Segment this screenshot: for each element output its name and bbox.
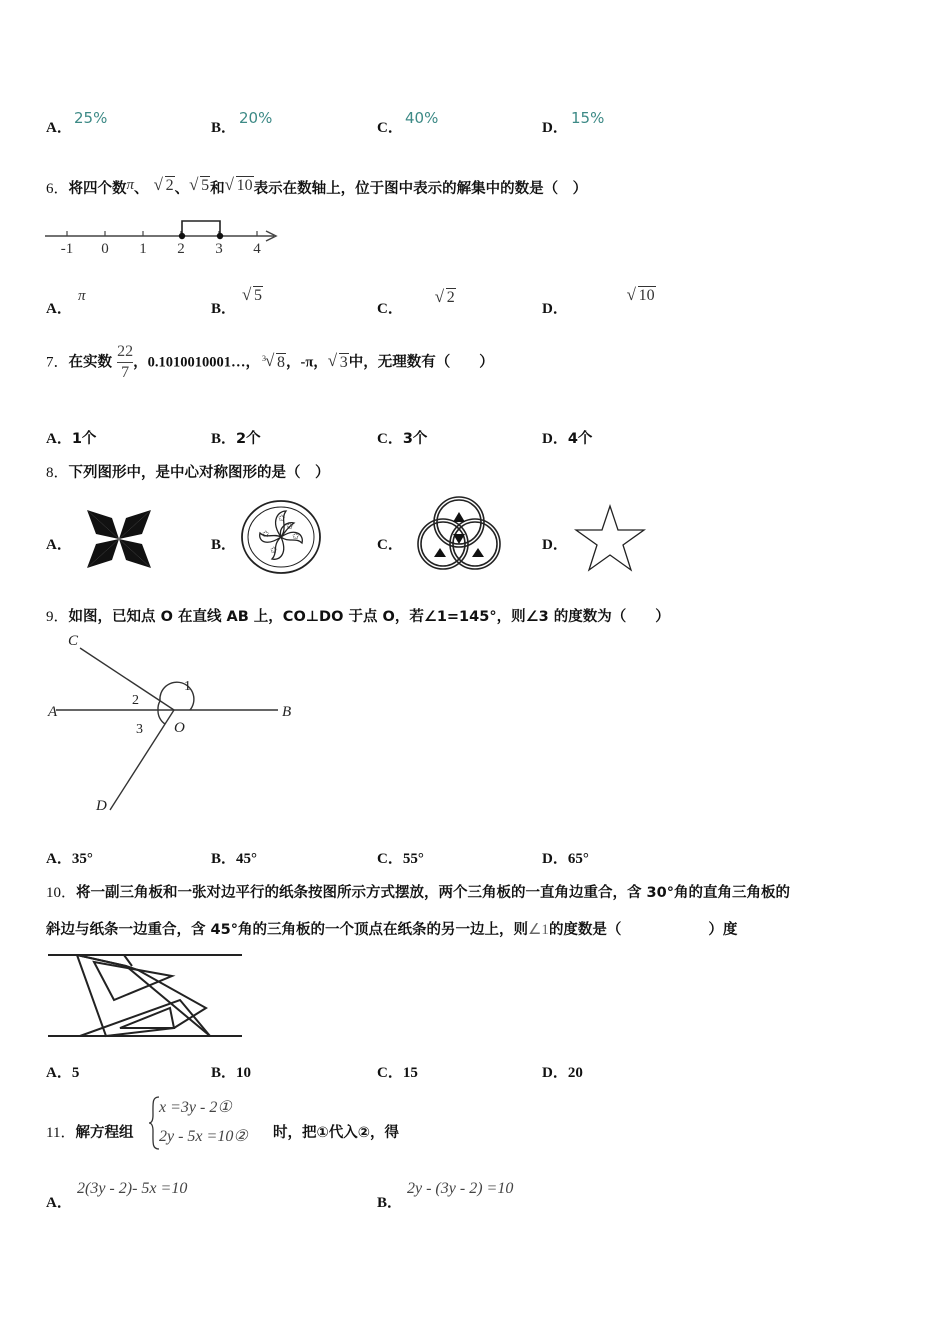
q6-sqrt5: √ 5 [189, 175, 210, 194]
q10-angle: ∠1 [527, 922, 549, 938]
svg-text:✩: ✩ [292, 531, 300, 541]
q6-sep: 、 [134, 181, 149, 197]
label-c: C [68, 633, 79, 649]
q8-figure-d-star [572, 503, 648, 573]
q8-number: 8． [46, 465, 69, 481]
number-line-tick-label: 1 [139, 241, 147, 257]
q10-line1: 将一副三角板和一张对边平行的纸条按图所示方式摆放，两个三角板的一直角边重合，含 30°角的直角三角板的 [76, 885, 790, 901]
solution-endpoint-left [179, 233, 185, 239]
q10-option-d: D．20 [542, 1065, 583, 1081]
number-line-tick-label: -1 [60, 241, 74, 257]
q6-option-d-value: √ 10 [626, 285, 655, 304]
q10-line2a: 斜边与纸条一边重合，含 45°角的三角板的一个顶点在纸条的另一边上，则 [46, 922, 528, 938]
q7-text-b: ，0.1010010001…， [133, 354, 260, 371]
q6-and: 和 [210, 181, 225, 197]
q6-stem [46, 177, 587, 198]
q11-option-b-label: B． [377, 1195, 403, 1211]
q9-stem [46, 605, 670, 626]
q7-cuberoot: 3 √ 8 [262, 350, 286, 371]
q10-stem-line1 [46, 881, 790, 902]
q9-option-b: B．45° [211, 851, 258, 867]
q8-figure-b-bauhinia [240, 499, 322, 575]
q7-option-c: C．3个 [377, 431, 428, 447]
q6-option-b-value: √ 5 [242, 285, 262, 304]
q8-text: 下列图形中，是中心对称图形的是（ ） [68, 465, 330, 481]
label-d: D [96, 798, 107, 814]
q6-number-line [40, 212, 285, 260]
label-b: B [282, 704, 292, 720]
q6-option-c-value: √ 2 [434, 287, 455, 306]
label-a: A [48, 704, 58, 720]
q5-option-a-label: A． [46, 120, 72, 136]
q6-text-b: 表示在数轴上，位于图中表示的解集中的数是（ ） [253, 181, 588, 197]
q6-option-c-label: C． [377, 301, 403, 317]
q8-figure-a-bowtie [82, 506, 156, 572]
q11-eq2: 2y - 5x =10② [159, 1128, 248, 1145]
q6-text-a: 将四个数 [68, 181, 127, 197]
q11-text-b: 时，把①代入②，得 [273, 1125, 400, 1141]
angle-2-arc [158, 701, 160, 710]
q6-option-d-label: D． [542, 301, 568, 317]
q10-number: 10． [46, 885, 77, 901]
number-line-tick-label: 2 [177, 241, 185, 257]
q7-sqrt3: √ 3 [327, 350, 348, 371]
q8-figure-c-triquetra [410, 492, 508, 574]
label-o: O [174, 720, 185, 736]
q9-option-a: A．35° [46, 851, 93, 867]
q10-stem-line2 [46, 918, 737, 939]
q7-option-a: A．1个 [46, 431, 97, 447]
q7-text-c: ，-π， [286, 354, 328, 371]
q6-sqrt2: √ 2 [153, 175, 174, 194]
q6-option-a-value: π [78, 288, 86, 304]
number-line-tick-label: 4 [253, 241, 261, 257]
q8-option-a-label: A． [46, 537, 72, 553]
number-line-tick-label: 3 [215, 241, 223, 257]
q6-option-b-label: B． [211, 301, 237, 317]
label-angle-3: 3 [136, 722, 143, 737]
q7-text-a: 在实数 [68, 354, 113, 371]
solution-endpoint-right [217, 233, 223, 239]
q8-option-c-label: C． [377, 537, 403, 553]
q5-option-d-value: 15% [571, 109, 605, 127]
angle-3-arc [158, 710, 165, 724]
q11-stem-a [46, 1121, 133, 1142]
q9-option-d: D．65° [542, 851, 589, 867]
q11-text-a: 解方程组 [75, 1125, 134, 1141]
label-angle-2: 2 [132, 693, 139, 708]
q7-stem [46, 342, 494, 383]
q6-sqrt10: √ 10 [224, 175, 253, 194]
q7-option-d: D．4个 [542, 431, 593, 447]
q10-triangles-figure [44, 948, 246, 1044]
q9-text: 如图，已知点 O 在直线 AB 上，CO⊥DO 于点 O，若∠1=145°，则∠3 的度数为（ ） [68, 609, 670, 625]
q10-option-c: C．15 [377, 1065, 418, 1081]
q9-angle-figure [44, 628, 304, 818]
q7-option-b: B．2个 [211, 431, 261, 447]
number-line-ticks [61, 231, 262, 257]
q7-number: 7． [46, 354, 69, 371]
q8-stem [46, 461, 330, 482]
q5-option-b-label: B． [211, 120, 237, 136]
solution-set-bracket [182, 221, 220, 236]
q6-number: 6． [46, 181, 69, 197]
svg-text:✩: ✩ [278, 513, 286, 523]
label-angle-1: 1 [184, 679, 191, 694]
q9-number: 9． [46, 609, 69, 625]
q11-eq1: x =3y - 2① [159, 1099, 232, 1116]
q10-line2b: 的度数是（ ）度 [548, 922, 738, 938]
q11-option-a-value: 2(3y - 2)- 5x =10 [77, 1180, 188, 1197]
q5-option-b-value: 20% [239, 109, 273, 127]
q7-fraction: $\frac{22}{7}$ [117, 343, 134, 381]
q5-option-c-value: 40% [405, 109, 439, 127]
q11-option-b-value: 2y - (3y - 2) =10 [407, 1180, 514, 1197]
q8-option-d-label: D． [542, 537, 568, 553]
q11-option-a-label: A． [46, 1195, 72, 1211]
q8-option-b-label: B． [211, 537, 237, 553]
q7-text-d: 中，无理数有（ ） [348, 354, 494, 371]
q11-number: 11． [46, 1125, 76, 1141]
q6-pi: π [126, 177, 135, 193]
triangle-edge [124, 955, 132, 966]
q5-option-d-label: D． [542, 120, 568, 136]
svg-text:✩: ✩ [270, 545, 278, 555]
q6-option-a-label: A． [46, 301, 72, 317]
number-line-tick-label: 0 [101, 241, 109, 257]
svg-text:✩: ✩ [286, 521, 294, 531]
q10-option-a: A．5 [46, 1065, 80, 1081]
q5-option-c-label: C． [377, 120, 403, 136]
svg-text:✩: ✩ [262, 529, 270, 539]
q5-option-a-value: 25% [74, 109, 108, 127]
q9-option-c: C．55° [377, 851, 424, 867]
q6-sep: 、 [174, 181, 190, 197]
q10-option-b: B．10 [211, 1065, 252, 1081]
